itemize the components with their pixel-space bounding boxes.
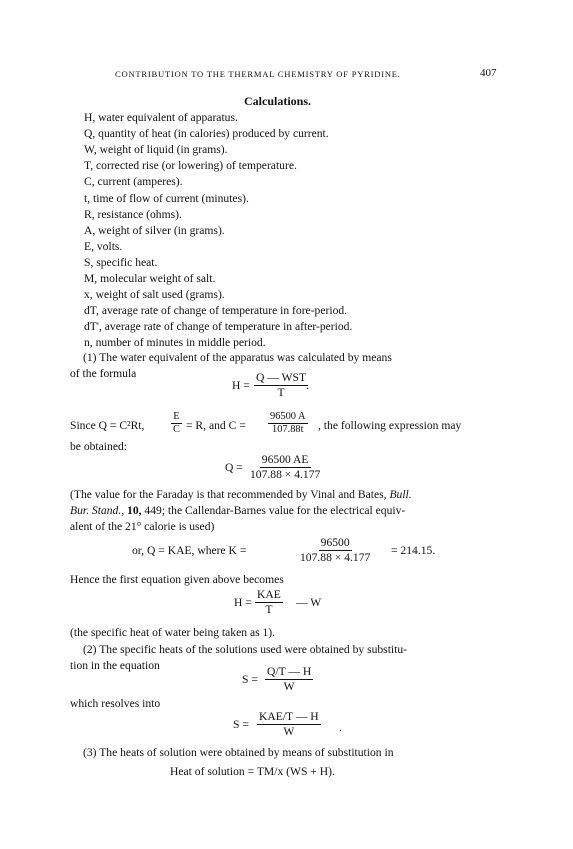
page-number: 407 xyxy=(480,67,497,79)
faraday-note-journal-a: Bull. xyxy=(389,488,412,501)
symbol-definition: T, corrected rise (or lowering) of temperature. xyxy=(84,159,297,173)
eq3-lhs: or, Q = KAE, where K = xyxy=(132,544,247,557)
eq6-numerator: KAE/T — H xyxy=(259,710,319,723)
faraday-note-volume: 10, xyxy=(127,504,142,517)
eq1-numerator: Q — WST xyxy=(256,371,307,384)
eq4-tail: — W xyxy=(296,596,322,609)
c-definition-fraction xyxy=(268,412,308,436)
c-definition-numerator: 96500 A xyxy=(268,412,308,424)
symbol-definition: E, volts. xyxy=(84,239,123,253)
symbol-definition: A, weight of silver (in grams). xyxy=(84,223,225,237)
para3-line2: Heat of solution = TM/x (WS + H). xyxy=(170,765,335,778)
eq3-denominator: 107.88 × 4.177 xyxy=(300,550,371,564)
faraday-note-line3: alent of the 21° calorie is used) xyxy=(70,520,215,533)
eq2-lhs: Q = xyxy=(225,461,243,474)
eq3-rhs: = 214.15. xyxy=(391,544,436,557)
section-title: Calculations. xyxy=(244,94,312,108)
para1-line2: of the formula xyxy=(70,367,137,380)
faraday-note-l1-text: (The value for the Faraday is that recommended by Vinal and Bates, xyxy=(70,488,387,501)
eq1-denominator: T xyxy=(277,385,285,399)
e-over-c-fraction xyxy=(171,412,182,436)
eq4-lhs: H = xyxy=(234,596,252,609)
symbol-definition: t, time of flow of current (minutes). xyxy=(84,191,249,205)
eq3-numerator: 96500 xyxy=(320,536,350,549)
eq4-numerator: KAE xyxy=(257,588,281,601)
eq2-numerator: 96500 AE xyxy=(261,453,309,466)
hence-line: Hence the first equation given above becomes xyxy=(70,573,284,586)
symbol-definition: C, current (amperes). xyxy=(84,175,183,189)
eq1-fraction xyxy=(254,372,308,398)
para3-line1: (3) The heats of solution were obtained by means of substitution in xyxy=(83,746,394,759)
para2-line1: (2) The specific heats of the solutions used were obtained by substitu- xyxy=(83,643,408,656)
para1-line1: (1) The water equivalent of the apparatus was calculated by means xyxy=(83,351,392,364)
symbol-definition: S, specific heat. xyxy=(84,255,158,269)
symbol-definition: H, water equivalent of apparatus. xyxy=(84,111,238,124)
eq5-denominator: W xyxy=(283,679,295,693)
eq6-lhs: S = xyxy=(233,718,249,731)
since-text-b: = R, and C = xyxy=(186,419,246,432)
eq1-tail: . xyxy=(306,379,309,392)
symbol-definition: R, resistance (ohms). xyxy=(84,207,182,221)
eq6-fraction xyxy=(257,711,321,737)
eq2-fraction xyxy=(248,454,322,480)
symbol-definition: W, weight of liquid (in grams). xyxy=(84,143,228,157)
eq5-numerator: Q/T — H xyxy=(267,665,312,678)
eq2-denominator: 107.88 × 4.177 xyxy=(250,467,321,481)
eq3-fraction xyxy=(298,537,372,563)
eq5-lhs: S = xyxy=(242,673,258,686)
symbol-definition: dT, average rate of change of temperature in fore-period. xyxy=(84,304,348,318)
eq1-lhs: H = xyxy=(232,379,250,392)
eq6-denominator: W xyxy=(283,724,295,738)
running-title: CONTRIBUTION TO THE THERMAL CHEMISTRY OF PYRIDINE. xyxy=(115,69,401,79)
water-note: (the specific heat of water being taken as 1). xyxy=(70,626,276,639)
para2-line2: tion in the equation xyxy=(70,659,160,672)
eq4-denominator: T xyxy=(265,602,273,616)
e-over-c-denominator: C xyxy=(173,424,180,436)
be-obtained: be obtained: xyxy=(70,440,127,453)
symbol-definition: x, weight of salt used (grams). xyxy=(84,288,225,302)
faraday-note-journal-b: Bur. Stand., xyxy=(70,504,125,517)
c-definition-denominator: 107.88t xyxy=(272,424,304,436)
faraday-note-line2 xyxy=(70,505,405,517)
eq6-tail: . xyxy=(339,721,342,734)
symbol-definition: n, number of minutes in middle period. xyxy=(84,336,266,350)
faraday-note-line1 xyxy=(70,489,412,501)
eq5-fraction xyxy=(265,666,313,692)
symbol-definition: Q, quantity of heat (in calories) produced by current. xyxy=(84,127,329,141)
resolves-line: which resolves into xyxy=(70,697,161,710)
symbol-definition: M, molecular weight of salt. xyxy=(84,272,216,285)
symbol-definition: dT', average rate of change of temperature in after-period. xyxy=(84,320,353,334)
since-text-a: Since Q = C²Rt, xyxy=(70,419,145,432)
faraday-note-l2-text: 449; the Callendar-Barnes value for the electrical equiv- xyxy=(144,504,406,517)
since-text-c: , the following expression may xyxy=(318,419,462,432)
eq4-fraction xyxy=(255,589,283,615)
e-over-c-numerator: E xyxy=(171,412,181,424)
